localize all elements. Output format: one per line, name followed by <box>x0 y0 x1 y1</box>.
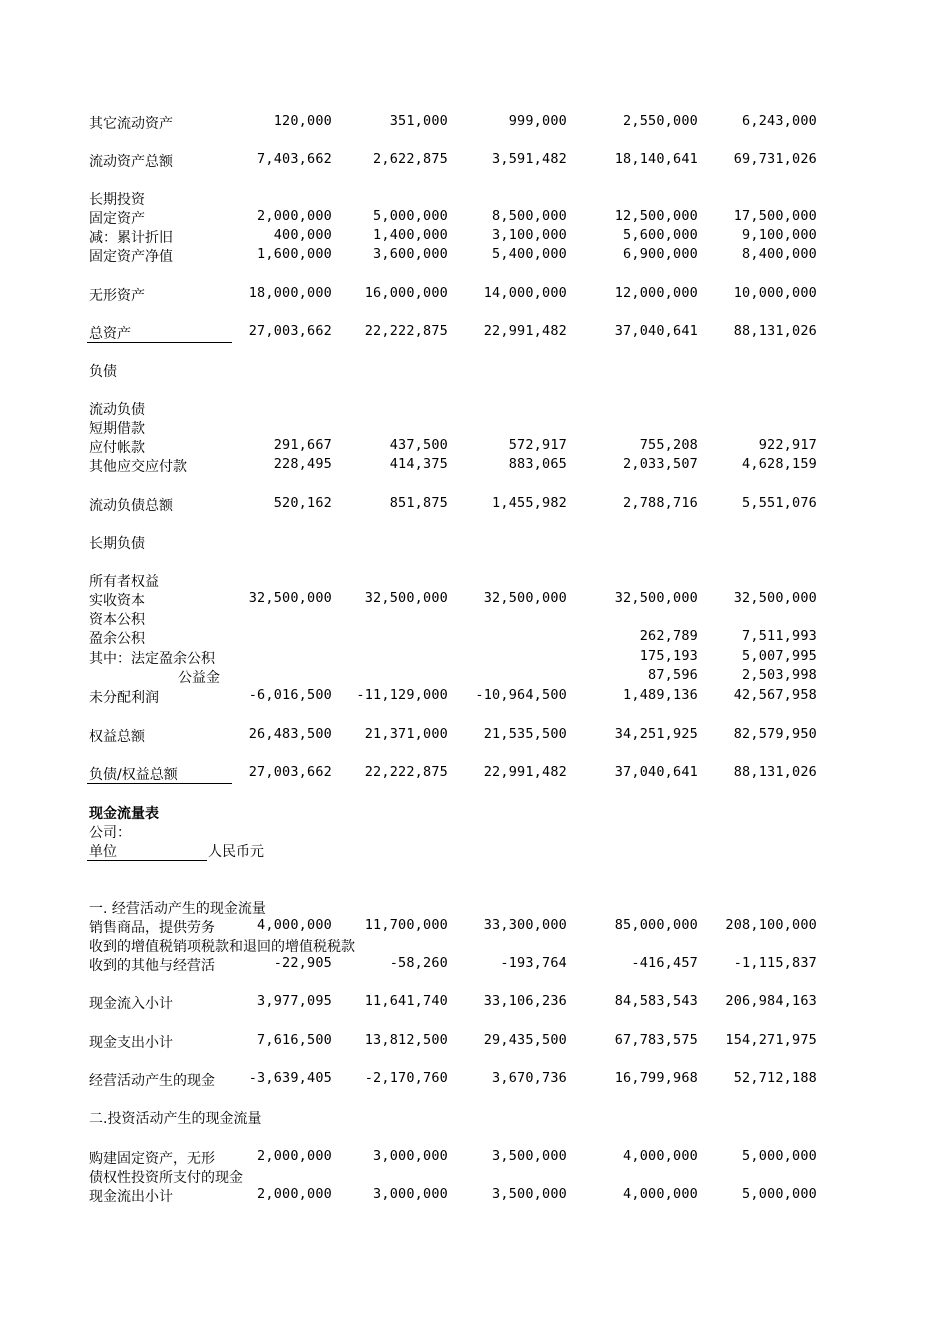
cell-year5: 154,271,975 <box>725 1032 817 1048</box>
cell-year4: 2,033,507 <box>623 456 698 472</box>
cell-year5: 5,551,076 <box>742 495 817 511</box>
cell-year4: 2,788,716 <box>623 495 698 511</box>
row-label: 其中：法定盈余公积 <box>89 651 215 667</box>
cell-year2: 414,375 <box>389 456 448 472</box>
row-label: 流动负债总额 <box>89 498 173 514</box>
row-label: 长期投资 <box>89 192 145 208</box>
row-capital-reserve <box>0 609 950 628</box>
row-fixed-assets <box>0 208 950 227</box>
row-label: 其它流动资产 <box>89 116 173 132</box>
cell-year4: 4,000,000 <box>623 1186 698 1202</box>
row-debt-investment <box>0 1167 950 1186</box>
row-total-equity <box>0 726 950 745</box>
row-label: 收到的增值税销项税款和退回的增值税税款 <box>89 939 355 955</box>
cell-year2: 3,600,000 <box>373 246 448 262</box>
row-label: 负债/权益总额 <box>89 767 178 783</box>
cell-year3: 572,917 <box>508 437 567 453</box>
cell-year2: -2,170,760 <box>364 1070 448 1086</box>
cell-year1: 228,495 <box>273 456 332 472</box>
cell-year3: 29,435,500 <box>483 1032 567 1048</box>
cell-year4: 175,193 <box>639 648 698 664</box>
cell-year4: 32,500,000 <box>614 590 698 606</box>
row-label: 公益金 <box>178 670 220 686</box>
row-cashflow-title <box>0 803 950 822</box>
row-label: 固定资产净值 <box>89 249 173 265</box>
cell-year1: -3,639,405 <box>248 1070 332 1086</box>
cell-year5: 922,917 <box>758 437 817 453</box>
row-other-operating-receipts <box>0 955 950 974</box>
cell-year1: 520,162 <box>273 495 332 511</box>
row-total-current-liabilities <box>0 495 950 514</box>
cell-year1: -6,016,500 <box>248 687 332 703</box>
company-label: 公司： <box>89 825 131 841</box>
cell-year3: 1,455,982 <box>492 495 567 511</box>
row-label: 经营活动产生的现金 <box>89 1073 215 1089</box>
row-label: 负债 <box>89 364 117 380</box>
row-label: 所有者权益 <box>89 574 159 590</box>
row-surplus-reserve <box>0 628 950 647</box>
row-label: 流动资产总额 <box>89 154 173 170</box>
cell-year5: 69,731,026 <box>733 151 817 167</box>
cell-year5: 5,000,000 <box>742 1186 817 1202</box>
cell-year5: 6,243,000 <box>742 113 817 129</box>
cell-year1: 2,000,000 <box>257 1148 332 1164</box>
row-current-liabilities <box>0 399 950 418</box>
cell-year1: 400,000 <box>273 227 332 243</box>
row-label: 流动负债 <box>89 402 145 418</box>
cell-year2: 1,400,000 <box>373 227 448 243</box>
row-section-operating <box>0 898 950 917</box>
row-investing-outflow-subtotal <box>0 1186 950 1205</box>
cell-year4: 12,500,000 <box>614 208 698 224</box>
cell-year3: 14,000,000 <box>483 285 567 301</box>
cell-year3: 8,500,000 <box>492 208 567 224</box>
unit-value: 人民币元 <box>208 844 264 860</box>
cell-year1: 27,003,662 <box>248 323 332 339</box>
row-intangible-assets <box>0 285 950 304</box>
cell-year1: 27,003,662 <box>248 764 332 780</box>
cell-year4: 87,596 <box>648 667 698 683</box>
row-label: 实收资本 <box>89 593 145 609</box>
cell-year5: 206,984,163 <box>725 993 817 1009</box>
row-section-investing <box>0 1108 950 1127</box>
cell-year4: 755,208 <box>639 437 698 453</box>
row-label: 权益总额 <box>89 729 145 745</box>
cell-year5: -1,115,837 <box>733 955 817 971</box>
section-heading: 二.投资活动产生的现金流量 <box>89 1111 262 1127</box>
row-liabilities <box>0 361 950 380</box>
row-unit <box>0 841 950 860</box>
cell-year3: 999,000 <box>508 113 567 129</box>
cell-year2: 13,812,500 <box>364 1032 448 1048</box>
cell-year4: 2,550,000 <box>623 113 698 129</box>
cell-year2: 32,500,000 <box>364 590 448 606</box>
cell-year5: 52,712,188 <box>733 1070 817 1086</box>
cell-year1: 7,403,662 <box>257 151 332 167</box>
cell-year1: 2,000,000 <box>257 208 332 224</box>
row-long-term-investment <box>0 189 950 208</box>
cell-year4: 6,900,000 <box>623 246 698 262</box>
cell-year5: 5,007,995 <box>742 648 817 664</box>
cell-year3: 883,065 <box>508 456 567 472</box>
row-undistributed-profit <box>0 687 950 706</box>
cell-year5: 32,500,000 <box>733 590 817 606</box>
cell-year4: 4,000,000 <box>623 1148 698 1164</box>
row-cash-outflow-subtotal <box>0 1032 950 1051</box>
total-assets-underline <box>87 342 232 343</box>
cell-year3: 21,535,500 <box>483 726 567 742</box>
cell-year2: 22,222,875 <box>364 323 448 339</box>
cell-year3: 5,400,000 <box>492 246 567 262</box>
cell-year2: 3,000,000 <box>373 1186 448 1202</box>
cell-year3: 32,500,000 <box>483 590 567 606</box>
cell-year2: 851,875 <box>389 495 448 511</box>
cell-year4: 12,000,000 <box>614 285 698 301</box>
cell-year2: 22,222,875 <box>364 764 448 780</box>
cell-year3: 3,500,000 <box>492 1148 567 1164</box>
cell-year2: -11,129,000 <box>356 687 448 703</box>
row-label: 盈余公积 <box>89 631 145 647</box>
cell-year1: -22,905 <box>273 955 332 971</box>
cell-year2: 21,371,000 <box>364 726 448 742</box>
cell-year1: 3,977,095 <box>257 993 332 1009</box>
cell-year1: 32,500,000 <box>248 590 332 606</box>
cell-year4: 67,783,575 <box>614 1032 698 1048</box>
cell-year3: 3,670,736 <box>492 1070 567 1086</box>
cell-year5: 17,500,000 <box>733 208 817 224</box>
cell-year3: 3,100,000 <box>492 227 567 243</box>
cell-year2: 437,500 <box>389 437 448 453</box>
row-label: 无形资产 <box>89 288 145 304</box>
total-liabilities-equity-underline <box>87 783 232 784</box>
cell-year2: 3,000,000 <box>373 1148 448 1164</box>
row-total-assets <box>0 323 950 342</box>
row-label: 现金支出小计 <box>89 1035 173 1051</box>
cell-year3: 33,300,000 <box>483 917 567 933</box>
cell-year2: -58,260 <box>389 955 448 971</box>
cell-year2: 2,622,875 <box>373 151 448 167</box>
cell-year1: 4,000,000 <box>257 917 332 933</box>
row-vat-refund <box>0 936 950 955</box>
row-other-current-assets <box>0 113 950 132</box>
cell-year1: 120,000 <box>273 113 332 129</box>
cell-year1: 18,000,000 <box>248 285 332 301</box>
cell-year1: 26,483,500 <box>248 726 332 742</box>
cell-year2: 5,000,000 <box>373 208 448 224</box>
row-company <box>0 822 950 841</box>
row-operating-net-cash <box>0 1070 950 1089</box>
cell-year4: 1,489,136 <box>623 687 698 703</box>
row-fixed-asset-purchase <box>0 1148 950 1167</box>
row-sales-receipts <box>0 917 950 936</box>
section-heading: 一. 经营活动产生的现金流量 <box>89 901 266 917</box>
cell-year4: 5,600,000 <box>623 227 698 243</box>
cell-year4: 16,799,968 <box>614 1070 698 1086</box>
row-total-liabilities-equity <box>0 764 950 783</box>
cell-year1: 7,616,500 <box>257 1032 332 1048</box>
cell-year4: 262,789 <box>639 628 698 644</box>
cell-year3: 33,106,236 <box>483 993 567 1009</box>
row-paid-in-capital <box>0 590 950 609</box>
row-label: 收到的其他与经营活 <box>89 958 215 974</box>
unit-underline <box>87 860 207 861</box>
row-label: 资本公积 <box>89 612 145 628</box>
cell-year4: 37,040,641 <box>614 764 698 780</box>
cell-year1: 291,667 <box>273 437 332 453</box>
cell-year4: 34,251,925 <box>614 726 698 742</box>
cell-year4: 37,040,641 <box>614 323 698 339</box>
cell-year4: -416,457 <box>631 955 698 971</box>
cell-year3: 3,591,482 <box>492 151 567 167</box>
cell-year3: 3,500,000 <box>492 1186 567 1202</box>
row-label: 现金流入小计 <box>89 996 173 1012</box>
row-total-current-assets <box>0 151 950 170</box>
cell-year3: -10,964,500 <box>475 687 567 703</box>
row-label: 总资产 <box>89 326 131 342</box>
cell-year5: 9,100,000 <box>742 227 817 243</box>
cell-year1: 1,600,000 <box>257 246 332 262</box>
cell-year5: 88,131,026 <box>733 764 817 780</box>
cell-year5: 82,579,950 <box>733 726 817 742</box>
row-label: 其他应交应付款 <box>89 459 187 475</box>
row-label: 固定资产 <box>89 211 145 227</box>
row-long-term-liabilities <box>0 533 950 552</box>
row-accumulated-depreciation <box>0 227 950 246</box>
cell-year3: 22,991,482 <box>483 323 567 339</box>
cashflow-title: 现金流量表 <box>89 806 159 822</box>
cell-year5: 7,511,993 <box>742 628 817 644</box>
row-label: 未分配利润 <box>89 690 159 706</box>
cell-year3: 22,991,482 <box>483 764 567 780</box>
cell-year4: 85,000,000 <box>614 917 698 933</box>
row-statutory-surplus <box>0 648 950 667</box>
row-accounts-payable <box>0 437 950 456</box>
row-short-term-loans <box>0 418 950 437</box>
cell-year3: -193,764 <box>500 955 567 971</box>
row-owners-equity <box>0 571 950 590</box>
row-public-welfare-fund <box>0 667 950 686</box>
cell-year2: 351,000 <box>389 113 448 129</box>
row-net-fixed-assets <box>0 246 950 265</box>
cell-year5: 10,000,000 <box>733 285 817 301</box>
cell-year5: 5,000,000 <box>742 1148 817 1164</box>
cell-year5: 8,400,000 <box>742 246 817 262</box>
row-label: 债权性投资所支付的现金 <box>89 1170 243 1186</box>
cell-year4: 84,583,543 <box>614 993 698 1009</box>
cell-year5: 208,100,000 <box>725 917 817 933</box>
cell-year5: 4,628,159 <box>742 456 817 472</box>
row-other-payables <box>0 456 950 475</box>
row-label: 减：累计折旧 <box>89 230 173 246</box>
cell-year4: 18,140,641 <box>614 151 698 167</box>
cell-year5: 42,567,958 <box>733 687 817 703</box>
row-label: 应付帐款 <box>89 440 145 456</box>
row-label: 长期负债 <box>89 536 145 552</box>
row-label: 销售商品，提供劳务 <box>89 920 215 936</box>
row-label: 短期借款 <box>89 421 145 437</box>
row-label: 购建固定资产，无形 <box>89 1151 215 1167</box>
row-cash-inflow-subtotal <box>0 993 950 1012</box>
cell-year1: 2,000,000 <box>257 1186 332 1202</box>
cell-year2: 16,000,000 <box>364 285 448 301</box>
cell-year2: 11,700,000 <box>364 917 448 933</box>
cell-year2: 11,641,740 <box>364 993 448 1009</box>
unit-label: 单位 <box>89 844 117 860</box>
cell-year5: 88,131,026 <box>733 323 817 339</box>
row-label: 现金流出小计 <box>89 1189 173 1205</box>
cell-year5: 2,503,998 <box>742 667 817 683</box>
